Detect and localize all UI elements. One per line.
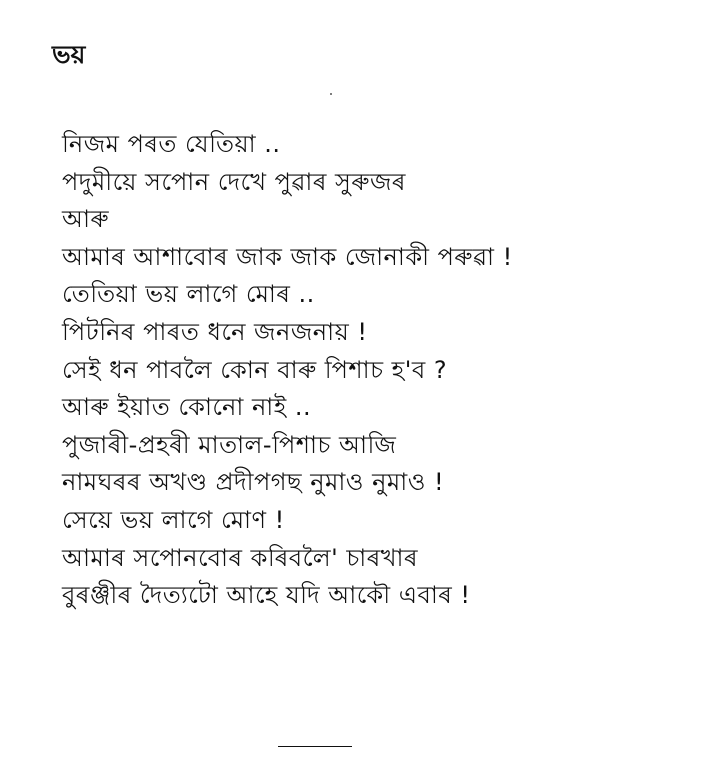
- poem-line: আৰু ইয়াত কোনো নাই ..: [62, 393, 312, 422]
- poem-line: আৰু: [62, 205, 110, 234]
- end-divider: [278, 746, 352, 747]
- poem-line: সেই ধন পাবলৈ কোন বাৰু পিশাচ হ'ব ?: [62, 355, 448, 384]
- poem-line: পুজাৰী-প্ৰহৰী মাতাল-পিশাচ আজি: [62, 430, 397, 459]
- poem-line: সেয়ে ভয় লাগে মোণ !: [62, 505, 285, 534]
- poem-body: [62, 126, 513, 615]
- ink-speck: [330, 93, 332, 95]
- poem-title: ভয়: [52, 40, 86, 69]
- poem-line: আমাৰ আশাবোৰ জাক জাক জোনাকী পৰুৱা !: [62, 242, 513, 271]
- poem-line: বুৰঞ্জীৰ দৈত্যটো আহে যদি আকৌ এবাৰ !: [62, 581, 471, 610]
- poem-line: আমাৰ সপোনবোৰ কৰিবলৈ' চাৰখাৰ: [62, 543, 418, 572]
- poem-line: নামঘৰৰ অখণ্ড প্ৰদীপগছ নুমাও নুমাও !: [62, 468, 445, 497]
- poem-line: পিটনিৰ পাৰত ধনে জনজনায় !: [62, 317, 368, 346]
- poem-line: পদুমীয়ে সপোন দেখে পুৱাৰ সুৰুজৰ: [62, 167, 406, 196]
- poem-line: নিজম পৰত যেতিয়া ..: [62, 130, 281, 158]
- poem-line: তেতিয়া ভয় লাগে মোৰ ..: [62, 280, 315, 309]
